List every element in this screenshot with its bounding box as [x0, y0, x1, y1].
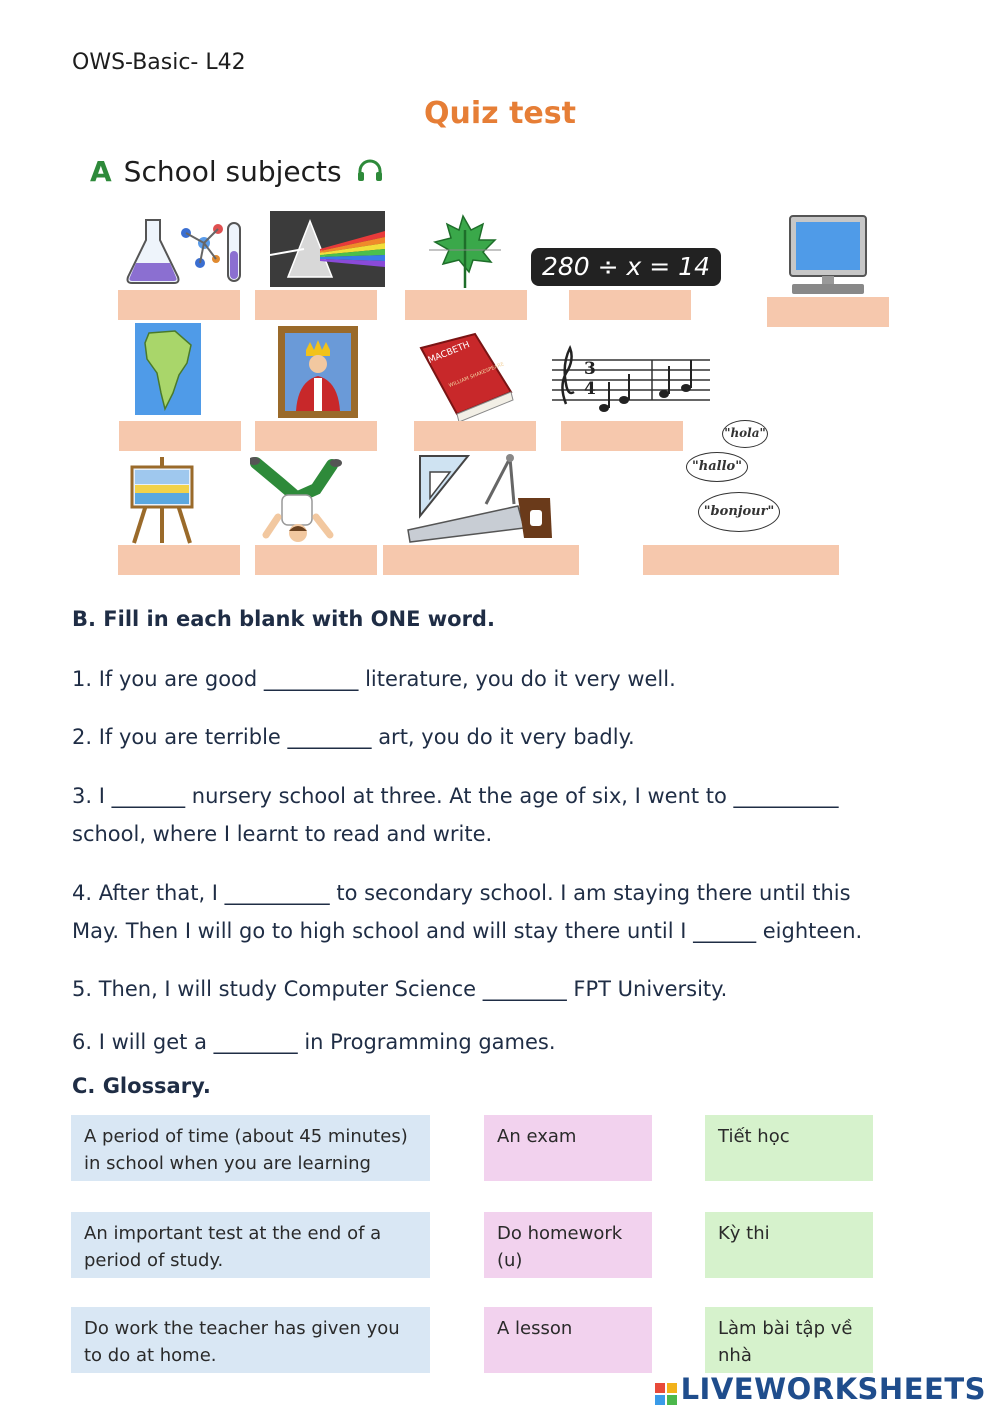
translation-card-3[interactable]: Làm bài tập về nhà	[705, 1307, 873, 1373]
answer-blank-7[interactable]	[255, 421, 377, 451]
answer-blank-12[interactable]	[383, 545, 579, 575]
sentence-4: 4. After that, I __________ to secondary school. I am staying there until this May. Then I will go to high school and will stay there until I ______ eighteen.	[72, 881, 863, 943]
music-notes-icon	[552, 344, 712, 418]
answer-blank-1[interactable]	[118, 290, 240, 320]
term-card-2[interactable]: Do homework (u)	[484, 1212, 652, 1278]
sentence-6: 6. I will get a ________ in Programming games.	[72, 1030, 556, 1054]
physics-prism-icon	[270, 211, 385, 291]
book-author-text: WILLIAM SHAKESPEARE	[448, 361, 505, 390]
section-c-title: C. Glossary.	[72, 1074, 211, 1098]
definition-card-2[interactable]: An important test at the end of a period of study.	[71, 1212, 430, 1278]
literature-book-icon	[417, 330, 515, 422]
answer-blank-6[interactable]	[119, 421, 241, 451]
section-b-title: B. Fill in each blank with ONE word.	[72, 607, 495, 631]
answer-blank-5[interactable]	[767, 297, 889, 327]
answer-blank-13[interactable]	[643, 545, 839, 575]
biology-leaf-icon	[425, 210, 505, 294]
maths-equation-icon	[531, 248, 721, 286]
term-card-1[interactable]: An exam	[484, 1115, 652, 1181]
liveworksheets-logo	[655, 1372, 986, 1406]
answer-blank-3[interactable]	[405, 290, 527, 320]
answer-blank-10[interactable]	[118, 545, 240, 575]
liveworksheets-text: LIVEWORKSHEETS	[680, 1372, 986, 1406]
definition-card-1[interactable]: A period of time (about 45 minutes) in school when you are learning	[71, 1115, 430, 1181]
section-a-letter: A	[90, 155, 112, 188]
speech-bubble-hallo: "hallo"	[686, 452, 748, 482]
languages-speech-icon	[686, 418, 786, 544]
page-title: Quiz test	[424, 96, 576, 131]
answer-blank-11[interactable]	[255, 545, 377, 575]
computer-icon	[788, 214, 868, 300]
sentence-2: 2. If you are terrible ________ art, you do it very badly.	[72, 725, 635, 749]
maths-equation-text: 280 ÷ x = 14	[531, 248, 721, 286]
sentence-1: 1. If you are good _________ literature, you do it very well.	[72, 667, 676, 691]
sentence-3: 3. I _______ nursery school at three. At the age of six, I went to __________ school, where I learnt to read and write.	[72, 784, 839, 846]
headphones-icon	[357, 157, 383, 190]
answer-blank-9[interactable]	[561, 421, 683, 451]
liveworksheets-logo-icon	[655, 1378, 677, 1400]
speech-bubble-bonjour: "bonjour"	[698, 492, 780, 532]
term-card-3[interactable]: A lesson	[484, 1307, 652, 1373]
science-icon	[126, 215, 246, 289]
art-easel-icon	[126, 455, 198, 549]
geography-map-icon	[135, 323, 201, 419]
history-king-icon	[278, 326, 358, 422]
answer-blank-8[interactable]	[414, 421, 536, 451]
definition-card-3[interactable]: Do work the teacher has given you to do at home.	[71, 1307, 430, 1373]
svg-text:4: 4	[584, 379, 596, 399]
answer-blank-4[interactable]	[569, 290, 691, 320]
speech-bubble-hola: "hola"	[722, 420, 768, 448]
translation-card-1[interactable]: Tiết học	[705, 1115, 873, 1181]
svg-text:3: 3	[584, 359, 596, 379]
technology-tools-icon	[406, 452, 556, 548]
translation-card-2[interactable]: Kỳ thi	[705, 1212, 873, 1278]
section-a-heading	[90, 155, 383, 190]
answer-blank-2[interactable]	[255, 290, 377, 320]
pe-gymnast-icon	[250, 455, 345, 549]
worksheet-code: OWS-Basic- L42	[72, 50, 246, 75]
section-a-title: School subjects	[123, 155, 342, 188]
sentence-5: 5. Then, I will study Computer Science ________ FPT University.	[72, 977, 728, 1001]
book-title-text: MACBETH	[426, 340, 472, 366]
